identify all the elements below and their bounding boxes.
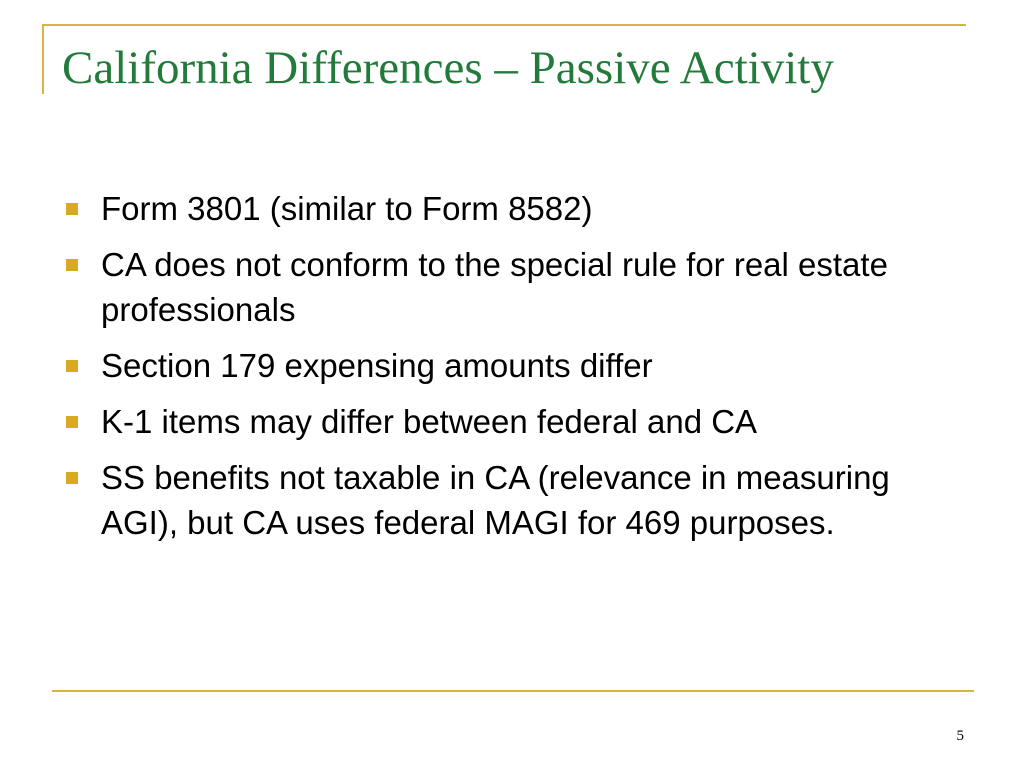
- title-frame-left-rule: [42, 24, 44, 94]
- bullet-text: Form 3801 (similar to Form 8582): [101, 190, 593, 227]
- footer-rule: [52, 690, 974, 692]
- slide-title: California Differences – Passive Activity: [62, 42, 834, 94]
- square-bullet-icon: [66, 259, 78, 271]
- bullet-text: Section 179 expensing amounts differ: [101, 347, 653, 384]
- bullet-list: [66, 186, 966, 556]
- page-number: 5: [956, 728, 964, 744]
- bullet-text: SS benefits not taxable in CA (relevance in measuring AGI), but CA uses federal MAGI for 469 purposes.: [101, 459, 890, 541]
- square-bullet-icon: [66, 203, 78, 215]
- bullet-text: CA does not conform to the special rule for real estate professionals: [101, 246, 888, 328]
- bullet-item-form-3801: [66, 186, 966, 231]
- square-bullet-icon: [66, 472, 78, 484]
- bullet-item-ss-benefits: [66, 455, 966, 545]
- square-bullet-icon: [66, 360, 78, 372]
- bullet-item-real-estate-professionals: [66, 242, 966, 332]
- title-frame-top-rule: [42, 24, 966, 26]
- bullet-item-section-179: [66, 343, 966, 388]
- bullet-text: K-1 items may differ between federal and CA: [101, 403, 758, 440]
- square-bullet-icon: [66, 416, 78, 428]
- bullet-item-k1-items: [66, 399, 966, 444]
